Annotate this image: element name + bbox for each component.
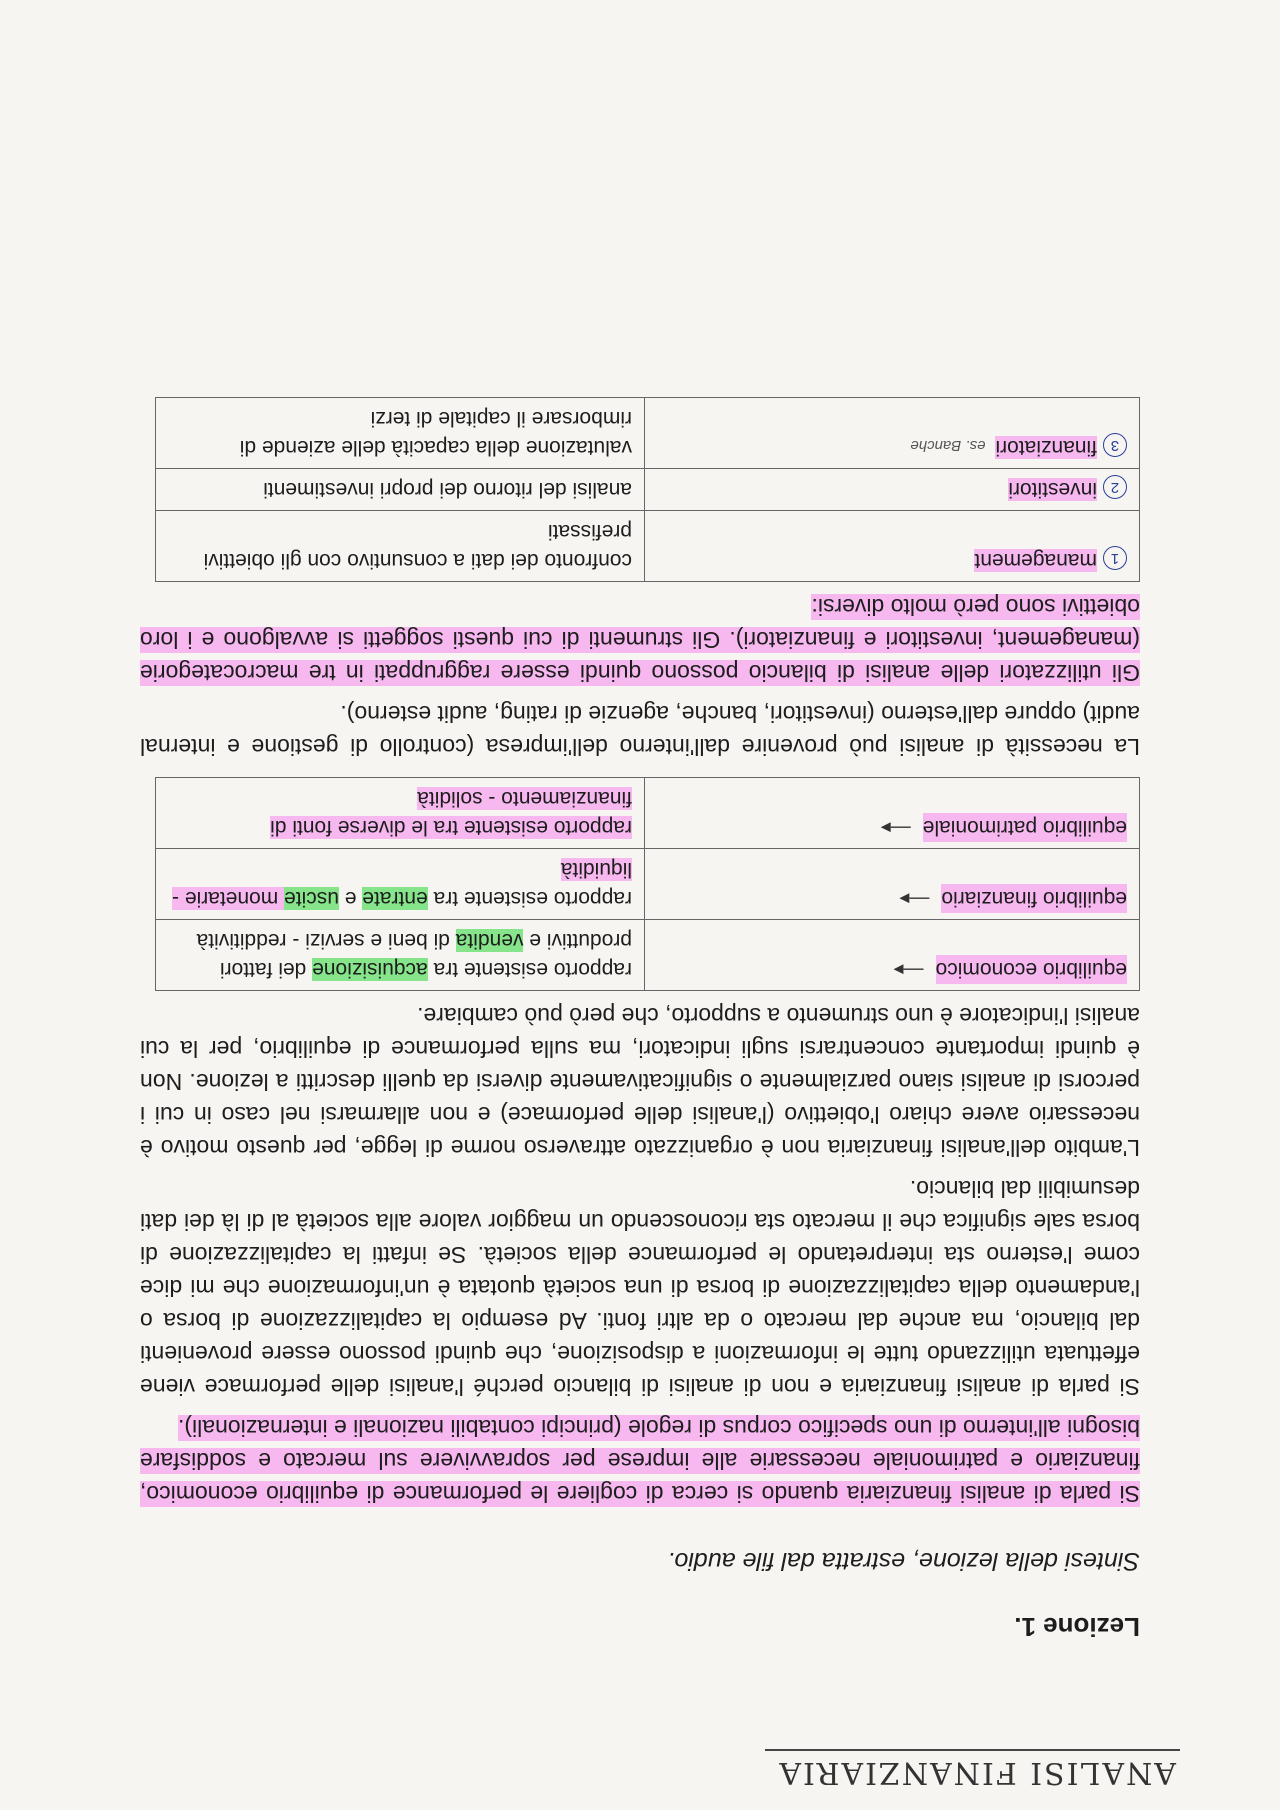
subtitle: Sintesi della lezione, estratta dal file audio. bbox=[667, 1547, 1140, 1575]
arrow-icon: —▸ bbox=[880, 817, 911, 839]
equilibrium-label: equilibrio finanziario bbox=[941, 884, 1127, 913]
handwritten-title: ANALISI FINANZIARIA bbox=[765, 1749, 1180, 1790]
lesson-title: Lezione 1. bbox=[1014, 1612, 1140, 1642]
table-row: 2investitori analisi del ritorno dei propri investimenti bbox=[156, 469, 1140, 511]
table-row: 3finanziatories. Banche valutazione della capacità delle aziende di rimborsare il capitale di terzi bbox=[156, 398, 1140, 469]
table-row: 1management confronto dei dati a consuntivo con gli obiettivi prefissati bbox=[156, 511, 1140, 582]
document-body bbox=[140, 383, 1140, 1510]
table-row: equilibrio patrimoniale —▸ rapporto esistente tra le diverse fonti di finanziamento - solidità bbox=[156, 778, 1140, 849]
circled-number: 2 bbox=[1103, 475, 1127, 499]
circled-number: 3 bbox=[1103, 433, 1127, 457]
paragraph-1: Si parla di analisi finanziaria quando si cerca di cogliere le performance di equilibrio economico, finanziario e patrimoniale necessarie alle imprese per sopravvivere sul mercato e soddisfare bisogni all'interno di uno specifico corpus di regole (principi contabili nazionali e internazionali). bbox=[140, 1415, 1140, 1507]
paragraph-4: La necessità di analisi può provenire dall'interno dell'impresa (controllo di gestione e internal audit) oppure dall'esterno (investitori, banche, agenzie di rating, audit esterno). bbox=[140, 701, 1140, 760]
equilibrium-table bbox=[155, 777, 1140, 991]
circled-number: 1 bbox=[1103, 546, 1127, 570]
equilibrium-label: equilibrio patrimoniale bbox=[923, 813, 1127, 842]
table-row: equilibrio finanziario —▸ rapporto esistente tra entrate e uscite monetarie - liquidità bbox=[156, 849, 1140, 920]
paragraph-2: Si parla di analisi finanziaria e non di analisi di bilancio perché l'analisi delle performace viene effettuata utilizzando tutte le informazioni a disposizione, che quindi possono essere provenienti dal bilancio, ma anche dal mercato o da altri fonti. Ad esempio la capitalizzazione di borsa o l'andamento della capitalizzazione di borsa di una società quotata è un'informazione che mi dice come l'esterno sta interpretando le performance della società. Se infatti la capitalizzazione di borsa sale significa che il mercato sta riconoscendo un maggior valore alla società al di là dei dati desumibili dal bilancio. bbox=[140, 1176, 1140, 1400]
users-table bbox=[155, 397, 1140, 582]
equilibrium-label: equilibrio economico bbox=[936, 955, 1127, 984]
table-row: equilibrio economico —▸ rapporto esistente tra acquisizione dei fattori produttivi e vendita di beni e servizi - redditività bbox=[156, 920, 1140, 991]
paragraph-5: Gli utilizzatori delle analisi di bilancio possono quindi essere raggruppati in tre macrocategorie (management, investitori e finanziatori). Gli strumenti di cui questi soggetti si avvalgono e i loro obiettivi sono però molto diversi: bbox=[140, 594, 1140, 686]
arrow-icon: —▸ bbox=[899, 888, 930, 910]
arrow-icon: —▸ bbox=[893, 959, 924, 981]
paragraph-3: L'ambito dell'analisi finanziaria non è organizzato attraverso norme di legge, per questo motivo è necessario avere chiaro l'obiettivo (l'analisi delle performace) e non allarmarsi nel caso in cui i percorsi di analisi siano parzialmente o significativamente diversi da quelli descritti a lezione. Non è quindi importante concentrarsi sugli indicatori, ma sulla performance di equilibrio, per la cui analisi l'indicatore è uno strumento a supporto, che però può cambiare. bbox=[140, 1003, 1140, 1161]
handwritten-note: es. Banche bbox=[910, 437, 986, 454]
